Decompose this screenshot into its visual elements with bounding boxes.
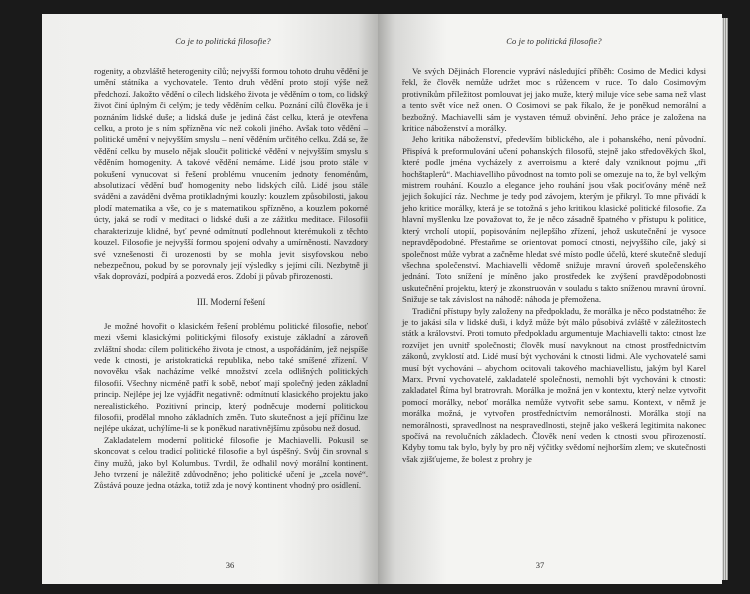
paragraph: rogenity, a obzvláště heterogenity cílů; nejvyšší formou tohoto druhu vědění je umění státníka a vychovatele. Tento druh vědění proto stojí výše než předchozí. Jakožto vědění o cílech lidského života je věděním o tom, co lidský život činí úplným či celým; je tedy věděním celku. Poznání cílů člověka je i poznáním lidské duše; a lidská duše je jediná část celku, která je otevřena celku, a proto je s ním spřízněna víc než cokoli jiného. Avšak toto vědění – politické umění v nejvyšším smyslu – není věděním určitého celku. Zdá se, že vědění celku by muselo nějak sloučit politické vědění v nejvyšším smyslu s věděním homogenity. A takové vědění nemáme. Lidé jsou proto stále v pokušení vynucovat si řešení problému vnucením jednoty fenoménům, absolutizací vědění buď homogenity nebo lidských cílů. Lidé jsou stále sváděni a zaváděni dvěma protikladnými kouzly: kouzlem způsobilosti, jakou plodí matematika a vše, co je s matematikou spřízněno, a kouzlem pokorné úcty, jaká se rodí v meditaci o lidské duši a ze zážitku meditace. Filosofii charakterizuje klidné, byť pevné odmítnutí podlehnout kterémukoli z těchto kouzel. Filosofie je nejvyšší formou spojení odvahy a umírněnosti. Navzdory své vznešenosti či urozenosti by se mohla jevit sisyfovskou nebo nebezpečnou, pokud by se porovnaly její výsledky s jejími cíli. Nezbytně ji však doprovází, podpírá a pozvedá eros. Zdobí ji půvab přirozenosti. (94, 66, 368, 282)
paragraph: Zakladatelem moderní politické filosofie je Machiavelli. Pokusil se skoncovat s celou tradicí politické filosofie a byl úspěšný. Svůj čin srovnal s činy mužů, jako byl Kolumbus. Tvrdil, že odhalil nový morální kontinent. Jeho tvrzení je náležitě zdůvodněno; jeho politické učení je „zcela nové“. Zůstává pouze jedna otázka, totiž zda je nový kontinent vhodný pro osídlení. (94, 434, 368, 491)
paragraph: Je možné hovořit o klasickém řešení problému politické filosofie, neboť mezi všemi klasickými politickými filosofy existuje základní a zároveň zvláštní shoda: cílem politického života je ctnost, a uspořádáním, jež nejspíše vede k ctnosti, je aristokratická republika, nebo také smíšené zřízení. V novověku však nacházíme velké množství zcela odlišných politických filosofií. Všechny nicméně patří k sobě, neboť mají společný jeden základní princip. Nejlépe jej lze vyjádřit negativně: odmítnutí klasického projektu jako nerealistického. Pozitivní princip, který podněcuje moderní politickou filosofii, prodělal mnoho základních změn. Tuto skutečnost a její příčinu lze nejlépe ukázat, uchýlíme-li se k poněkud narativnějšímu způsobu než dosud. (94, 320, 368, 434)
page-number-left: 36 (225, 560, 235, 570)
running-head-right: Co je to politická filosofie? (506, 36, 602, 46)
section-heading: III. Moderní řešení (196, 296, 266, 307)
page-edges (722, 18, 728, 580)
running-head-left: Co je to politická filosofie? (175, 36, 271, 46)
page-number-right: 37 (535, 560, 545, 570)
right-page (378, 14, 722, 584)
left-page (42, 14, 378, 584)
paragraph: Jeho kritika náboženství, především biblického, ale i pohanského, není původní. Přispívá k preformulování učení pohanských filosofů, stejně jako středověkých škol, které podle jména vycházely z averroismu a které daly vzniknout pojmu „tři hochštaplerů“. Machiavelliho původnost na tomto poli se omezuje na to, že byl velkým mistrem rouhání. Kouzlo a elegance jeho rouhání jsou však pociťovány méně než jejich šokující ráz. Nechme je tedy pod závojem, kterým je přikryl. To mne přivádí k jeho kritice morálky, která je se totožná s jeho kritikou klasické politické filosofie. Za hlavní myšlenku lze považovat to, že je něco zásadně špatného v přístupu k politice, který vrcholí utopií, popisováním nejlepšího zřízení, jehož uskutečnění je vysoce nepravděpodobné. Přestaňme se orientovat pomocí ctnosti, nejvyššího cíle, jaký si společnost může vybrat a začněme hledat své místo podle účelů, které skutečně sledují všechna společenství. Machiavelli vědomě snižuje mravní úroveň společenského jednání. Toto snížení je míněno jako prostředek ke zvýšení pravděpodobnosti uskutečnění projektu, který je zkonstruován v souladu s takto sníženou mravní úrovní. Snižuje se tak závislost na náhodě: náhoda je přemožena. (402, 134, 706, 305)
paragraph: Ve svých Dějinách Florencie vypráví následující příběh: Cosimo de Medici kdysi řekl, že člověk nemůže udržet moc s růžencem v ruce. To dalo Cosimovým protivníkům příležitost pomlouvat jej jako muže, který miluje více sebe sama než vlast a tento svět více než onen. O Cosimovi se pak říkalo, že je poněkud nemorální a bezbožný. Machiavelli sám je vystaven témuž obvinění. Jeho práce je založena na kritice náboženství a morálky. (402, 66, 706, 134)
open-book (42, 14, 722, 584)
paragraph: Tradiční přístupy byly založeny na předpokladu, že morálka je něco podstatného: že je to jakási síla v lidské duši, i když může být málo působivá zvláště v záležitostech státk a království. Proti tomuto předpokladu argumentuje Machiavelli takto: ctnost lze rozvíjet jen uvnitř společnosti; člověk musí navyknout na ctnost prostřednictvím zákonů, zvyklostí atd. Lidé musí být vychováni k ctnosti lidmi. Ale vychovatelé sami musí být vychováni – abychom ocitovali takového machiavellistu, jakým byl Karel Marx. První vychovatelé, zakladatelé společnosti, nemohli být vychováni k ctnosti: zakladatel Říma byl bratrovrah. Morálka je možná jen v kontextu, který nelze vytvořit pomocí morálky, neboť morálka nemůže vytvořit sebe samu. Kontext, v němž je morálka možná, je vytvořen prostředníctvím nemorálnosti. Morálka stojí na nemorálnosti, spravedlnost na nespravedlnosti, stejně jako veškerá legitimita nakonec spočívá na revolučních základech. Člověk není veden k ctnosti svou přirozeností. Kdyby tomu tak bylo, byly by pro něj výčitky svědomí nejhorším zlem; ve skutečnosti však zjišťujeme, že bolest z prohry je (402, 305, 706, 464)
